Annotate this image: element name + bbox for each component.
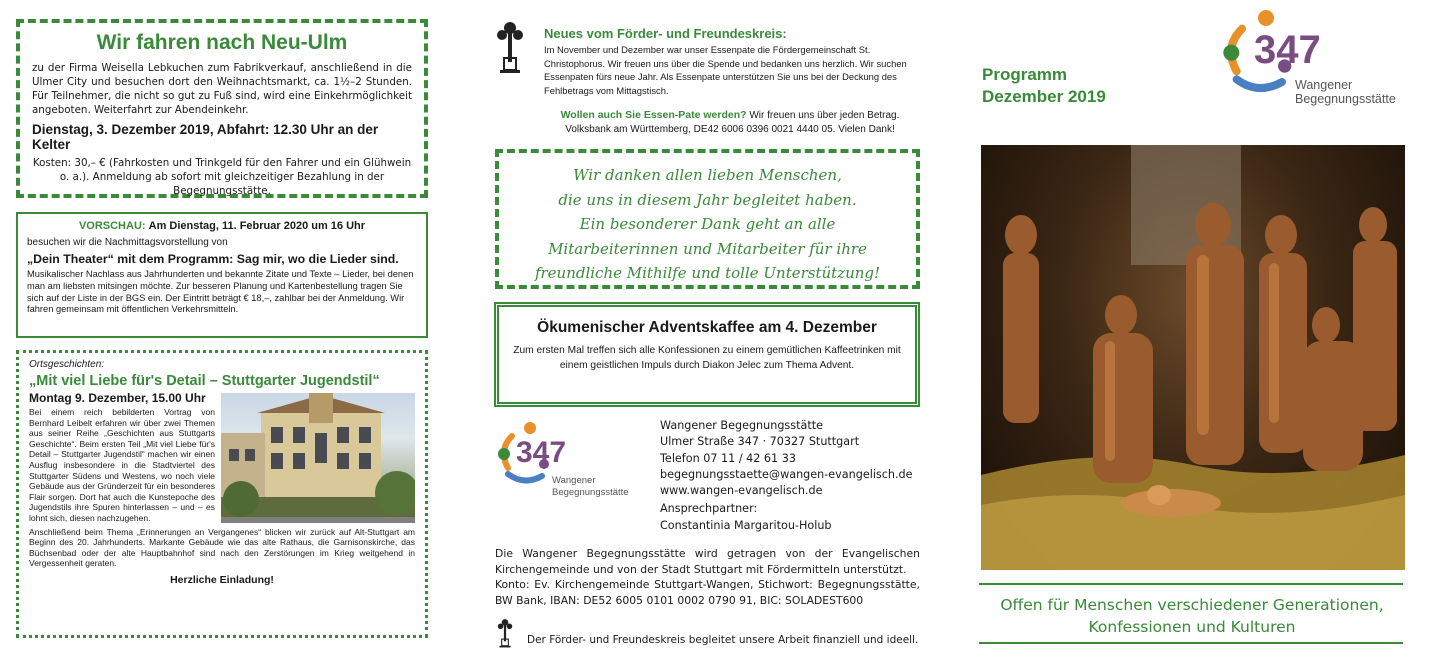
neu-ulm-title: Wir fahren nach Neu-Ulm [96,31,348,54]
cover-slogan [970,594,1414,638]
ortsgeschichten-label: Ortsgeschichten: [29,359,105,370]
logo-small-line1: Wangener [552,475,596,486]
ortsgeschichten-title: „Mit viel Liebe für's Detail – Stuttgarter Jugendstil“ [29,373,380,389]
logo-large-number: 347 [1254,28,1321,72]
contact-email[interactable]: begegnungsstaette@wangen-evangelisch.de [660,467,913,481]
essenpate-question: Wollen auch Sie Essen-Pate werden? [560,109,747,121]
contact-block [660,418,930,534]
ortsgeschichten-text2: Anschließend beim Thema „Erinnerungen an Vergangenes“ blicken wir zurück auf Alt-Stuttgart am Beginn des 20. Jahrhunderts. Markante Gebäude wie das alte Rathaus, die Garnisonskirche, das Büchsenbad oder der alte Hauptbahnhof sind nach den Zerstörungen im Krieg weitgehend in Vergessenheit geraten. [29,526,415,569]
logo-large-line1: Wangener [1295,78,1353,92]
contact-street: Ulmer Straße 347 · 70327 Stuttgart [660,435,860,449]
foerderkreis-section [544,26,924,97]
logo-large [1218,6,1418,110]
traeger-block [495,546,920,608]
vorschau-title: „Dein Theater“ mit dem Programm: Sag mir, wo die Lieder sind. [27,252,399,266]
traeger-konto: Konto: Ev. Kirchengemeinde Stuttgart-Wangen, Stichwort: Begegnungsstätte, BW Bank, IBAN: DE52 6005 0101 0002 0790 91, BIC: SOLADEST600 [495,578,920,607]
cover-heading [982,64,1106,108]
cover-programm: Programm [982,65,1068,84]
jugendstil-photo [221,393,415,523]
cover-month: Dezember 2019 [982,87,1106,106]
adventskaffee-box [494,302,920,407]
essenpate-bank: Volksbank am Württemberg, DE42 6006 0396 0021 4440 05. Vielen Dank! [565,124,895,135]
dank-line: die uns in diesem Jahr begleitet haben. [558,190,857,209]
cover-slogan-line1: Offen für Menschen verschiedener Generationen, [1000,596,1384,614]
dank-line: freundliche Mithilfe und tolle Unterstützung! [534,264,881,282]
ortsgeschichten-box [16,350,428,638]
logo-small [494,420,644,502]
cover-slogan-line2: Konfessionen und Kulturen [1088,618,1296,636]
neu-ulm-text: zu der Firma Weisella Lebkuchen zum Fabrikverkauf, anschließend in die Ulmer City und besuchen dort den Weihnachtsmarkt, ca. 1½–2 Stunden. Für Teilnehmer, die nicht so gut zu Fuß sind, wird eine Einkehrmöglichkeit angeboten. Weiterfahrt zur Abendeinkehr. [32,62,412,116]
dank-text [505,163,910,286]
ortsgeschichten-date: Montag 9. Dezember, 15.00 Uhr [29,391,206,405]
dank-box [495,149,920,289]
contact-name: Wangener Begegnungsstätte [660,419,823,432]
traeger-text: Die Wangener Begegnungsstätte wird getragen von der Evangelischen Kirchengemeinde und von der Stadt Stuttgart mit Fördermitteln unterstützt. [495,547,920,576]
foerderkreis-text: Im November und Dezember war unser Essenpate die Fördergemeinschaft St. Christophorus. Wir freuen uns über die Spende und bedanken uns herzlich. Wir suchen Essenpaten fürs neue Jahr. Als Essenpate unterstützen Sie uns bei der Deckung des Fehlbetrags vom Mittagstisch. [544,44,907,96]
essenpate-section [535,108,925,137]
logo-large-line2: Begegnungsstätte [1295,92,1396,106]
contact-web[interactable]: www.wangen-evangelisch.de [660,484,823,498]
neu-ulm-box [16,19,428,198]
contact-person: Constantinia Margaritou-Holub [660,518,832,532]
vorschau-text: Musikalischer Nachlass aus Jahrhunderten und bekannte Zitate und Texte – Lieder, bei denen man am liebsten mitsingen möchte. Zur besseren Planung und Kartenbestellung tragen Sie sich auf der Liste in der BGS ein. Der Eintritt beträgt € 18,–, zahlbar bei der Anmeldung. Wir fahren gemeinsam mit öffentlichen Verkehrsmitteln. [27,269,414,315]
vorschau-label: VORSCHAU: [78,220,146,232]
vorschau-intro: besuchen wir die Nachmittagsvorstellung von [27,237,228,248]
adventskaffee-title: Ökumenischer Adventskaffee am 4. Dezember [537,319,877,336]
neu-ulm-cost: Kosten: 30,– € (Fahrkosten und Trinkgeld für den Fahrer und ein Glühwein o. a.). Anmeldung ab sofort mit gleichzeitiger Bezahlung in der Begegnungsstätte. [32,157,412,197]
logo-small-line2: Begegnungsstätte [552,487,629,498]
vorschau-box [16,212,428,338]
footer-tree-icon [496,618,514,648]
foerderkreis-tree-icon [496,20,524,74]
cover-rule-top [979,583,1403,585]
neu-ulm-date: Dienstag, 3. Dezember 2019, Abfahrt: 12.30 Uhr an der Kelter [32,122,379,152]
dank-line: Wir danken allen lieben Menschen, [573,166,842,184]
essenpate-question-rest: Wir freuen uns über jeden Betrag. [749,110,900,121]
cover-rule-bottom [979,642,1403,644]
foerderkreis-title: Neues vom Förder- und Freundeskreis: [544,26,787,41]
logo-small-number: 347 [516,436,567,469]
dank-line: Mitarbeiterinnen und Mitarbeiter für ihre [548,239,867,258]
ortsgeschichten-text1: Bei einem reich bebilderten Vortrag von Bernhard Leibelt erfahren wir über zwei Themen aus seiner Reihe „Geschichten aus Stuttgarts Geschichte“. Beim ersten Teil „Mit viel Liebe für's Detail – Stuttgarter Jugendstil“ machen wir einen Ausflug insbesondere in die Stadtviertel des Stuttgarter Südens und Westens, wo noch viele Gebäude aus der Gründerzeit für ein besonderes Flair sorgen. Dort hat auch die Kunstepoche des Jugendstils ihre Spuren hinterlassen – und – es lohnt sich, diesen nachzugehen. [29,407,215,523]
adventskaffee-text: Zum ersten Mal treffen sich alle Konfessionen zu einem gemütlichen Kaffeetrinken mit einem geistlichen Impuls durch Diakon Jelec zum Thema Advent. [513,345,901,371]
foerder-footer: Der Förder- und Freundeskreis begleitet unsere Arbeit finanziell und ideell. [527,634,919,646]
contact-phone: Telefon 07 11 / 42 61 33 [660,451,796,465]
dank-line: Ein besonderer Dank geht an alle [579,215,836,233]
ortsgeschichten-closing: Herzliche Einladung! [170,573,274,586]
contact-label: Ansprechpartner: [660,502,758,516]
vorschau-date: Am Dienstag, 11. Februar 2020 um 16 Uhr [148,220,366,232]
nativity-photo [981,145,1405,570]
